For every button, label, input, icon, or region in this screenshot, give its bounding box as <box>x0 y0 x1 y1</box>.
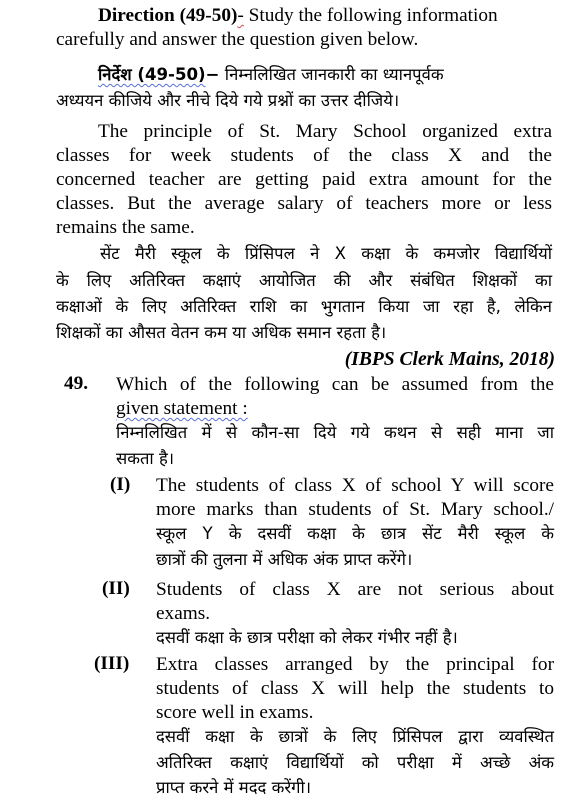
passage-hi-line-3: कक्षाओं के लिए अतिरिक्त राशि का भुगतान किया जा रहा है, लेकिन <box>56 297 552 316</box>
exam-source: (IBPS Clerk Mains, 2018) <box>344 349 555 370</box>
direction-separator: - <box>237 5 244 26</box>
direction-line-2: carefully and answer the question given below. <box>56 29 419 50</box>
direction-line-1 <box>98 4 498 28</box>
question-en-line-2-text: given statement : <box>116 398 248 419</box>
nirdesh-label: निर्देश (49-50) <box>98 65 206 84</box>
option-2-label: (II) <box>102 578 130 599</box>
option-3-hi-line-1: दसवीं कक्षा के छात्रों के लिए प्रिंसिपल द्वारा व्यवस्थित <box>156 727 554 746</box>
option-2-hi-line-1: दसवीं कक्षा के छात्र परीक्षा को लेकर गंभीर नहीं है। <box>156 628 458 647</box>
passage-hi-line-4: शिक्षकों का औसत वेतन कम या अधिक समान रहता है। <box>56 323 387 342</box>
option-3-en-line-2: students of class X will help the students to <box>156 678 554 699</box>
nirdesh-text-1: निम्नलिखित जानकारी का ध्यानपूर्वक <box>219 65 444 84</box>
option-3-hi-line-2: अतिरिक्त कक्षाएं विद्यार्थियों को परीक्षा में अच्छे अंक <box>156 753 554 772</box>
question-en-line-2 <box>116 397 248 421</box>
passage-en-line-5: remains the same. <box>56 217 195 238</box>
direction-label: Direction (49-50) <box>98 5 238 26</box>
passage-en-line-1: The principle of St. Mary School organized extra <box>98 121 552 142</box>
direction-text-1: Study the following information <box>243 5 498 26</box>
passage-hi-line-1: सेंट मैरी स्कूल के प्रिंसिपल ने X कक्षा के कमजोर विद्यार्थियों <box>100 244 552 263</box>
nirdesh-line-1 <box>98 62 444 88</box>
option-1-label: (I) <box>110 474 131 495</box>
option-1-hi-line-2: छात्रों की तुलना में अधिक अंक प्राप्त करेंगे। <box>156 550 413 569</box>
passage-hi-line-2: के लिए अतिरिक्त कक्षाएं आयोजित की और संबंधित शिक्षकों का <box>56 271 552 290</box>
option-2-en-line-2: exams. <box>156 603 211 624</box>
option-1-en-line-1: The students of class X of school Y will score <box>156 475 554 496</box>
option-3-hi-line-3: प्राप्त करने में मदद करेंगी। <box>156 778 312 797</box>
passage-en-line-4: classes. But the average salary of teachers more or less <box>56 193 552 214</box>
passage-en-line-3: concerned teacher are getting paid extra amount for the <box>56 169 552 190</box>
question-en-line-1: Which of the following can be assumed from the <box>116 374 554 395</box>
question-hi-line-1: निम्नलिखित में से कौन-सा दिये गये कथन से सही माना जा <box>116 423 554 442</box>
question-hi-line-2: सकता है। <box>116 449 175 468</box>
nirdesh-separator: − <box>205 65 220 84</box>
option-1-en-line-2: more marks than students of St. Mary school./ <box>156 499 554 520</box>
passage-en-line-2: classes for week students of the class X and the <box>56 145 552 166</box>
question-number: 49. <box>64 373 89 394</box>
option-2-en-line-1: Students of class X are not serious about <box>156 579 554 600</box>
option-3-en-line-1: Extra classes arranged by the principal for <box>156 654 554 675</box>
nirdesh-line-2: अध्ययन कीजिये और नीचे दिये गये प्रश्नों का उत्तर दीजिये। <box>56 91 400 110</box>
option-3-label: (III) <box>94 653 130 674</box>
option-1-hi-line-1: स्कूल Y के दसवीं कक्षा के छात्र सेंट मैरी स्कूल के <box>156 524 554 543</box>
option-3-en-line-3: score well in exams. <box>156 702 314 723</box>
